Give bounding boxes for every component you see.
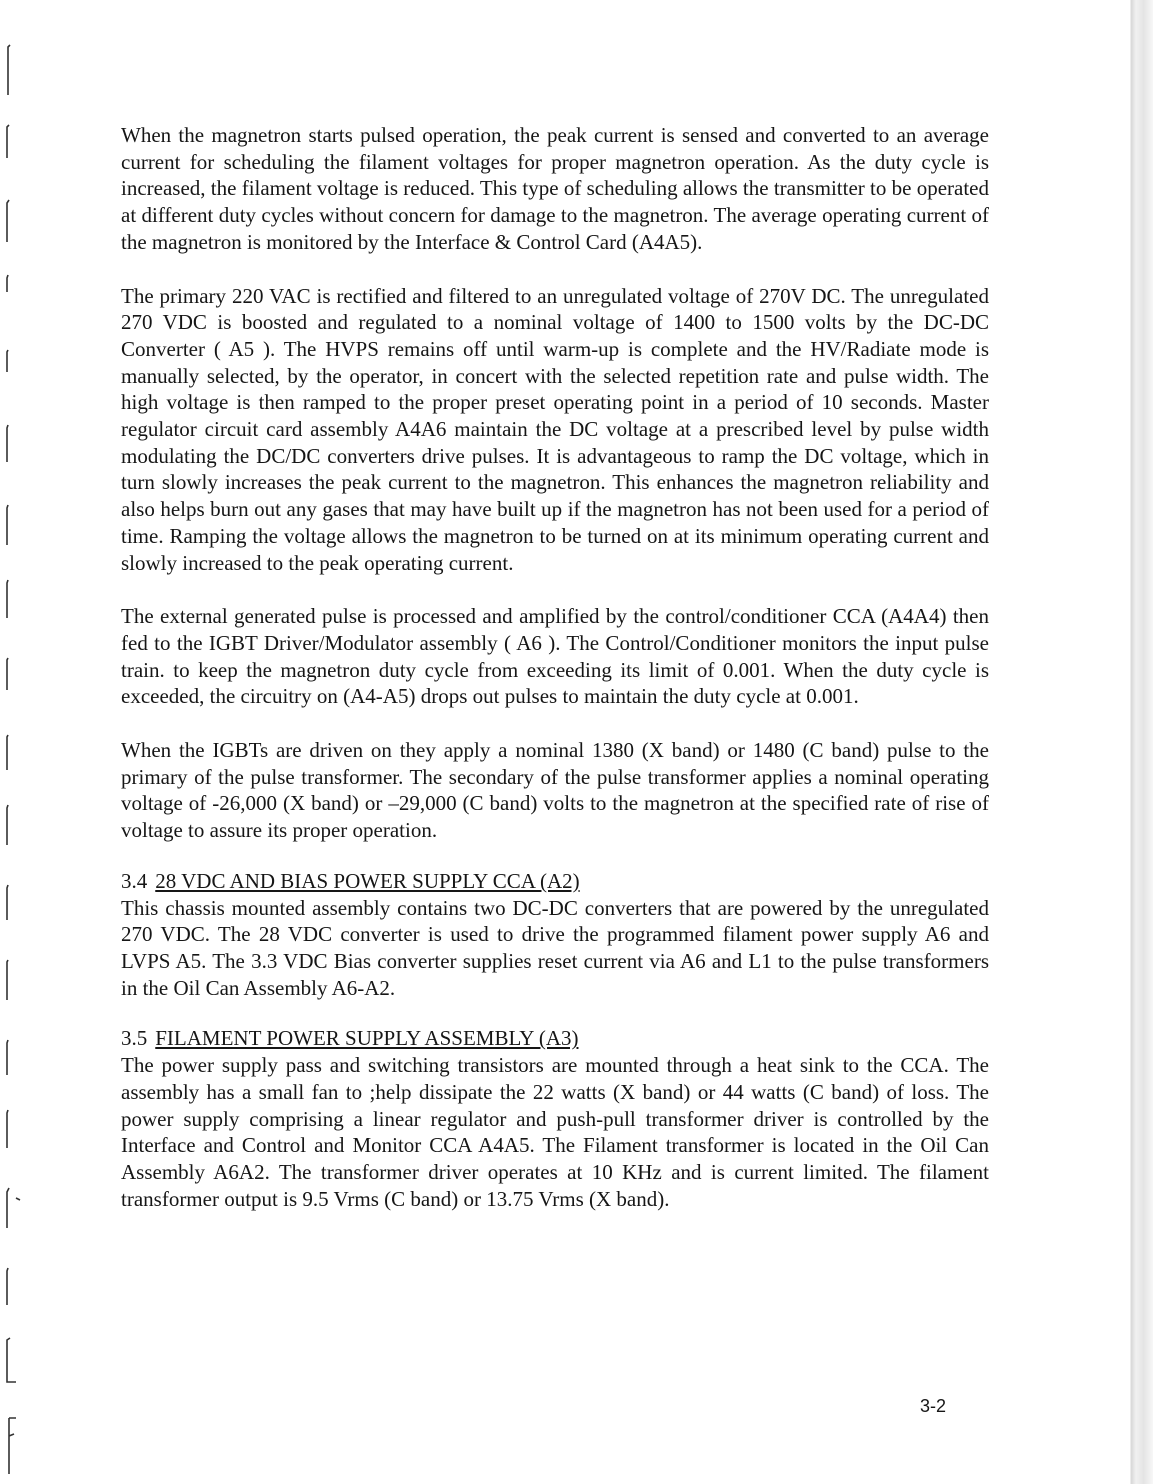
section-title: FILAMENT POWER SUPPLY ASSEMBLY (A3) xyxy=(155,1026,579,1051)
section-3-4 xyxy=(121,868,989,1002)
section-title: 28 VDC AND BIAS POWER SUPPLY CCA (A2) xyxy=(155,868,580,893)
scan-right-edge xyxy=(1122,0,1153,1484)
section-heading xyxy=(121,868,989,895)
page-number: 3-2 xyxy=(920,1396,947,1416)
binding-edge-marks xyxy=(0,0,30,1484)
document-body xyxy=(121,122,989,1236)
section-number: 3.5 xyxy=(121,1026,148,1051)
section-text: This chassis mounted assembly contains two DC-DC converters that are powered by the unregulated 270 VDC. The 28 VDC converter is used to drive the programmed filament power supply A6 and LVPS A5. The 3.3 VDC Bias converter supplies reset current via A6 and L1 to the pulse transformers in the Oil Can Assembly A6-A2. xyxy=(121,895,989,1000)
paragraph-magnetron-pulsed-operation: When the magnetron starts pulsed operation, the peak current is sensed and converted to an average current for scheduling the filament voltages for proper magnetron operation. As the duty cycle is increased, the filament voltage is reduced. This type of scheduling allows the transmitter to be operated at different duty cycles without concern for damage to the magnetron. The average operating current of the magnetron is monitored by the Interface & Control Card (A4A5). xyxy=(121,123,989,254)
section-text: The power supply pass and switching transistors are mounted through a heat sink to the CCA. The assembly has a small fan to ;help dissipate the 22 watts (X band) or 44 watts (C band) of loss. The power supply comprising a linear regulator and push-pull transformer driver is controlled by the Interface and Control and Monitor CCA A4A5. The Filament transformer is located in the Oil Can Assembly A6A2. The transformer driver operates at 10 KHz and is current limited. The filament transformer output is 9.5 Vrms (C band) or 13.75 Vrms (X band). xyxy=(121,1053,989,1211)
paragraph-external-pulse: The external generated pulse is processed and amplified by the control/conditioner CCA (A4A4) then fed to the IGBT Driver/Modulator assembly ( A6 ). The Control/Conditioner monitors the input pulse train. to keep the magnetron duty cycle from exceeding its limit of 0.001. When the duty cycle is exceeded, the circuitry on (A4-A5) drops out pulses to maintain the duty cycle at 0.001. xyxy=(121,604,989,709)
section-heading xyxy=(121,1025,989,1052)
section-number: 3.4 xyxy=(121,868,148,893)
paragraph-primary-vac: The primary 220 VAC is rectified and filtered to an unregulated voltage of 270V DC. The unregulated 270 VDC is boosted and regulated to a nominal voltage of 1400 to 1500 volts by the DC-DC Converter ( A5 ). The HVPS remains off until warm-up is complete and the HV/Radiate mode is manually selected, by the operator, in concert with the selected repetition rate and pulse width. The high voltage is then ramped to the proper preset operating point in a period of 10 seconds. Master regulator circuit card assembly A4A6 maintain the DC voltage at a prescribed level by pulse width modulating the DC/DC converters drive pulses. It is advantageous to ramp the DC voltage, which in turn slowly increases the peak current to the magnetron. This enhances the magnetron reliability and also helps burn out any gases that may have built up if the magnetron has not been used for a period of time. Ramping the voltage allows the magnetron to be turned on at its minimum operating current and slowly increased to the peak operating current. xyxy=(121,283,989,575)
paragraph-igbt-driven: When the IGBTs are driven on they apply a nominal 1380 (X band) or 1480 (C band) pulse to the primary of the pulse transformer. The secondary of the pulse transformer applies a nominal operating voltage of -26,000 (X band) or –29,000 (C band) volts to the magnetron at the specified rate of rise of voltage to assure its proper operation. xyxy=(121,738,989,843)
section-3-5 xyxy=(121,1025,989,1212)
